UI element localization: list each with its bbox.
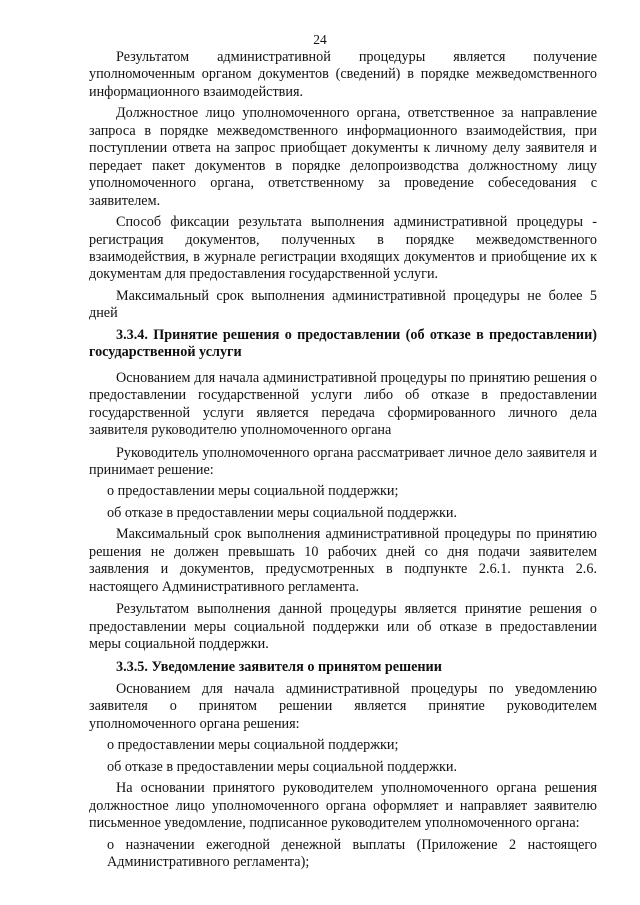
document-body bbox=[89, 49, 597, 871]
paragraph-result-receipt: Результатом административной процедуры является получение уполномоченным органом документов (сведений) в порядке межведомственного информационного взаимодействия. bbox=[89, 49, 597, 100]
list-item-provision: о предоставлении меры социальной поддержки; bbox=[107, 483, 399, 500]
paragraph-notification-sending: На основании принятого руководителем уполномоченного органа решения должностное лицо уполномоченного органа оформляет и направляет заявителю письменное уведомление, подписанное руководителем уполномоченного органа: bbox=[89, 780, 597, 832]
paragraph-procedure-result: Результатом выполнения данной процедуры является принятие решения о предоставлении меры социальной поддержки или об отказе в предоставлении меры социальной поддержки. bbox=[89, 601, 597, 653]
paragraph-decision-basis: Основанием для начала административной процедуры по принятию решения о предоставлении государственной услуги либо об отказе в предоставлении государственной услуги является передача сформированного личного дела заявителя руководителю уполномоченного органа bbox=[89, 369, 597, 439]
paragraph-official-duties: Должностное лицо уполномоченного органа, ответственное за направление запроса в порядке межведомственного информационного взаимодействия, при поступлении ответа на запрос приобщает документы к личному делу заявителя и передает пакет документов в порядке делопроизводства должностному лицу уполномоченного органа, ответственному за проведение собеседования с заявителем. bbox=[89, 105, 597, 209]
paragraph-notification-basis: Основанием для начала административной процедуры по уведомлению заявителя о принятом решении является принятие руководителем уполномоченного органа решения: bbox=[89, 680, 597, 732]
paragraph-decision-term: Максимальный срок выполнения административной процедуры по принятию решения не должен превышать 10 рабочих дней со дня подачи заявителем заявления и документов, предусмотренных в подпункте 2.6.1. пункта 2.6. настоящего Административного регламента. bbox=[89, 526, 597, 595]
list-item-refusal: об отказе в предоставлении меры социальной поддержки. bbox=[107, 504, 458, 521]
list-item-annual-payment: о назначении ежегодной денежной выплаты (Приложение 2 настоящего Административного регламента); bbox=[107, 836, 597, 871]
section-heading-3-3-5: 3.3.5. Уведомление заявителя о принятом решении bbox=[116, 658, 442, 675]
paragraph-max-term: Максимальный срок выполнения административной процедуры не более 5 дней bbox=[89, 287, 597, 322]
list-item-provision-2: о предоставлении меры социальной поддержки; bbox=[107, 737, 399, 754]
section-heading-3-3-4: 3.3.4. Принятие решения о предоставлении (об отказе в предоставлении) государственной услуги bbox=[89, 326, 597, 361]
list-item-refusal-2: об отказе в предоставлении меры социальной поддержки. bbox=[107, 758, 458, 775]
page-number: 24 bbox=[313, 32, 327, 47]
paragraph-fixation-method: Способ фиксации результата выполнения административной процедуры - регистрация документов, полученных в порядке межведомственного взаимодействия, в журнале регистрации входящих документов и приобщение их к документам для предоставления государственной услуги. bbox=[89, 214, 597, 283]
paragraph-head-reviews: Руководитель уполномоченного органа рассматривает личное дело заявителя и принимает решение: bbox=[89, 444, 597, 478]
